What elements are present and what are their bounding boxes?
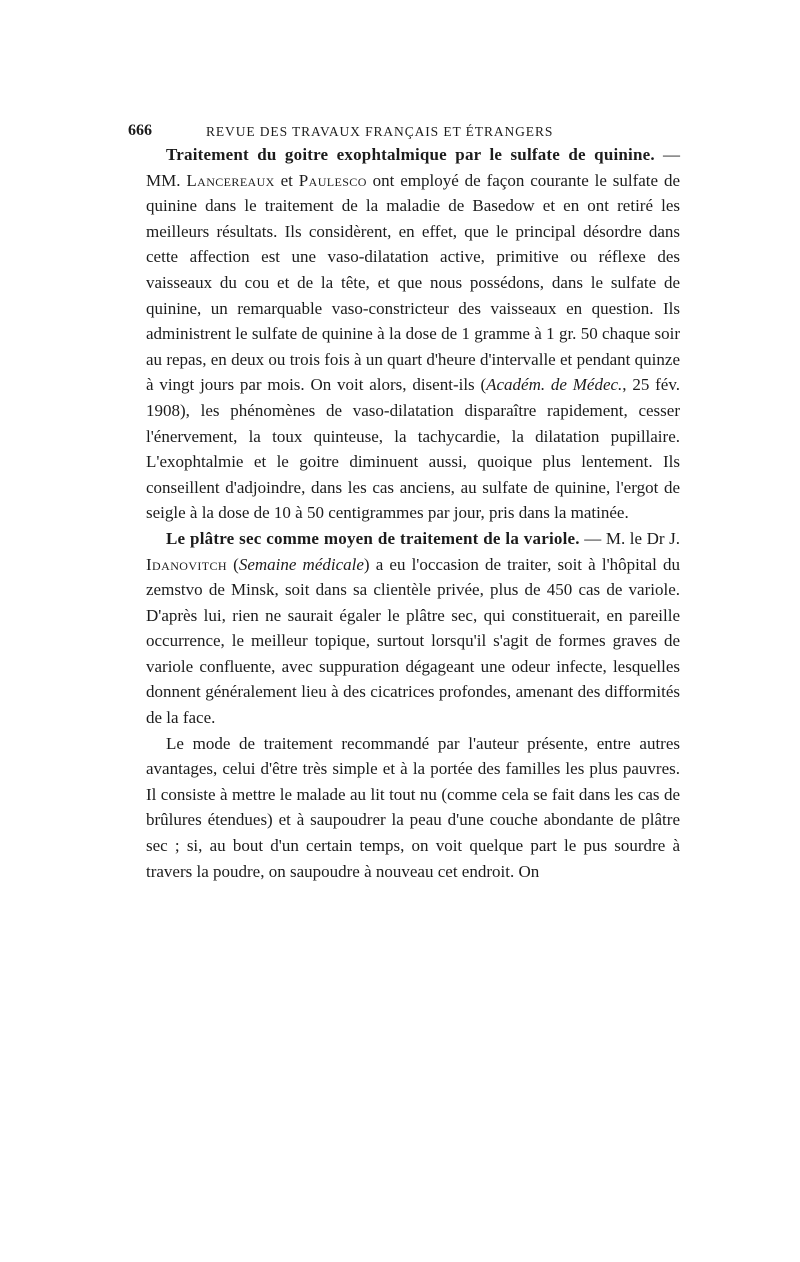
article-variole-text-2: Le mode de traitement recommandé par l'auteur présente, entre autres avantages, celui d'être très simple et à la portée des familles les plus pauvres. Il consiste à mettre le malade au lit tout nu (comme cela se fait dans les cas de brûlures étendues) et à saupoudrer la peau d'une couche abondante de plâtre sec ; si, au bout d'un certain temps, on voit quelque part le pus sourdre à travers la poudre, on saupoudre à nouveau cet endroit. On <box>146 733 680 881</box>
article-variole-title: Le plâtre sec comme moyen de traitement de la variole. <box>166 528 580 548</box>
article-variole-paragraph-1: Le plâtre sec comme moyen de traitement de la variole. — M. le Dr J. Idanovitch (Semaine médicale) a eu l'occasion de traiter, soit à l'hôpital du zemstvo de Minsk, soit dans sa clientèle privée, plus de 450 cas de variole. D'après lui, rien ne saurait égaler le plâtre sec, qui constituerait, en pareille occurrence, le meilleur topique, surtout lorsqu'il s'agit de formes graves de variole confluente, avec suppuration dégageant une odeur infecte, lesquelles donnent généralement lieu à des cicatrices profondes, amenant des difformités de la face. <box>146 528 681 728</box>
author-paulesco: Paulesco <box>298 170 367 190</box>
article-goitre-paragraph <box>146 142 680 526</box>
running-head <box>128 112 680 142</box>
article-goitre-authors-prefix: MM. <box>146 170 181 190</box>
document-page <box>128 112 681 884</box>
article-goitre-text-b: , 25 fév. 1908), les phénomènes de vaso-dilatation disparaître rapidement, cesser l'énervement, la toux quinteuse, la tachycardie, la dilatation pupillaire. L'exophtalmie et le goitre diminuent aussi, quoique plus lentement. Ils conseillent d'adjoindre, dans les cas anciens, au sulfate de quinine, l'ergot de seigle à la dose de 10 à 50 centigrammes par jour, pris dans la matinée. <box>146 375 680 523</box>
journal-title: REVUE DES TRAVAUX FRANÇAIS ET ÉTRANGERS <box>206 124 554 139</box>
article-variole-dash: — <box>584 528 602 548</box>
article-variole-text-1: a eu l'occasion de traiter, soit à l'hôpital du zemstvo de Minsk, soit dans sa clientèle privée, plus de 450 cas de variole. D'après lui, rien ne saurait égaler le plâtre sec, qui constituerait, en pareille occurrence, le meilleur topique, surtout lorsqu'il s'agit de formes graves de variole confluente, avec suppuration dégageant une odeur infecte, lesquelles donnent généralement lieu à des cicatrices profondes, amenant des difformités de la face. <box>146 554 680 728</box>
author-idanovitch: Idanovitch <box>146 554 227 574</box>
article-variole-prefix: M. le Dr J. <box>605 528 681 548</box>
article-variole-source: Semaine médicale <box>238 554 364 574</box>
page-number: 666 <box>128 122 152 139</box>
article-goitre-text-a: ont employé de façon courante le sulfate de quinine dans le traitement de la maladie de Basedow et en ont retiré les meilleurs résultats. Ils considèrent, en effet, que le principal désordre dans cette affection est une vaso-dilatation active, primitive ou réflexe des vaisseaux du cou et de la tête, et que nous possédons, dans le sulfate de quinine, un remarquable vaso-constricteur des vaisseaux en question. Ils administrent le sulfate de quinine à la dose de 1 gramme à 1 gr. 50 chaque soir au repas, en deux ou trois fois à un quart d'heure d'intervalle et pendant quinze à vingt jours par mois. On voit alors, disent-ils ( <box>146 170 680 395</box>
author-conjunction: et <box>280 170 293 190</box>
article-body <box>146 142 680 884</box>
article-goitre-source: Académ. de Médec. <box>486 375 623 395</box>
author-lancereaux: Lancereaux <box>186 170 275 190</box>
article-goitre-title: Traitement du goitre exophtalmique par le sulfate de quinine. <box>166 145 655 164</box>
article-goitre-dash: — <box>663 145 681 164</box>
article-variole-paragraph-2 <box>146 731 680 885</box>
